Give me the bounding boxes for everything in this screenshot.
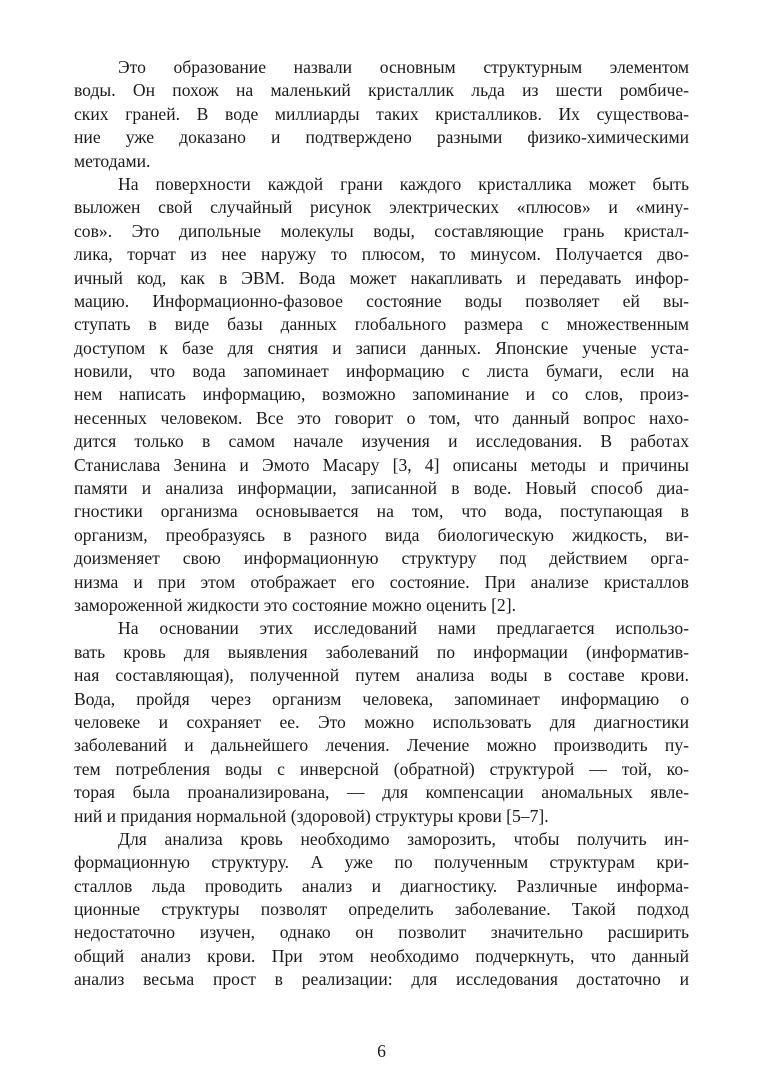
paragraph-1-line: методами. — [74, 150, 151, 171]
paragraph-2-line: выложен свой случайный рисунок электрических «плюсов» и «мину- — [74, 197, 689, 218]
paragraph-1-line: воды. Он похож на маленький кристаллик льда из шести ромбиче- — [74, 80, 689, 101]
paragraph-4-line: Для анализа кровь необходимо заморозить, чтобы получить ин- — [118, 828, 689, 849]
paragraph-3-line: торая была проанализирована, — для компенсации аномальных явле- — [74, 782, 689, 803]
paragraph-2-line: нем написать информацию, возможно запоминание и со слов, произ- — [74, 384, 689, 405]
paragraph-4-line: общий анализ крови. При этом необходимо подчеркнуть, что данный — [74, 945, 689, 966]
paragraph-4-line: ционные структуры позволят определить заболевание. Такой подход — [74, 899, 689, 920]
paragraph-3-line: На основании этих исследований нами предлагается использо- — [118, 618, 689, 639]
document-body — [74, 56, 689, 992]
paragraph-3-line: ний и придания нормальной (здоровой) структуры крови [5–7]. — [74, 805, 549, 826]
paragraph-2-line: доступом к базе для снятия и записи данных. Японские ученые уста- — [74, 337, 689, 358]
paragraph-4-line: сталлов льда проводить анализ и диагностику. Различные информа- — [74, 875, 689, 896]
paragraph-3-line: ная составляющая), полученной путем анализа воды в составе крови. — [74, 665, 689, 686]
paragraph-2-line: новили, что вода запоминает информацию с листа бумаги, если на — [74, 361, 689, 382]
paragraph-3-line: заболеваний и дальнейшего лечения. Лечение можно производить пу- — [74, 735, 689, 756]
paragraph-2-line: доизменяет свою информационную структуру под действием орга- — [74, 548, 689, 569]
paragraph-1-line: Это образование назвали основным структурным элементом — [118, 57, 689, 77]
paragraph-2-line: ичный код, как в ЭВМ. Вода может накапливать и передавать инфор- — [74, 267, 689, 288]
paragraph-3-line: тем потребления воды с инверсной (обратной) структурой — той, ко- — [74, 758, 689, 779]
page-number: 6 — [377, 1041, 386, 1061]
paragraph-2-line: мацию. Информационно-фазовое состояние воды позволяет ей вы- — [74, 290, 689, 311]
paragraph-3-line: человеке и сохраняет ее. Это можно использовать для диагностики — [74, 711, 689, 732]
paragraph-3-line: Вода, пройдя через организм человека, запоминает информацию о — [74, 688, 689, 709]
paragraph-2-line: ступать в виде базы данных глобального размера с множественным — [74, 314, 689, 335]
paragraph-1-line: ских граней. В воде миллиарды таких кристалликов. Их существова- — [74, 103, 689, 124]
paragraph-2-line: памяти и анализа информации, записанной в воде. Новый способ диа- — [74, 478, 689, 499]
paragraph-2-line: сов». Это дипольные молекулы воды, составляющие грань кристал- — [74, 220, 689, 241]
paragraph-2-line: низма и при этом отображает его состояние. При анализе кристаллов — [74, 571, 689, 592]
paragraph-2-line: гностики организма основывается на том, что вода, поступающая в — [74, 501, 689, 522]
paragraph-2-line: замороженной жидкости это состояние можно оценить [2]. — [74, 594, 516, 615]
paragraph-2-line: дится только в самом начале изучения и исследования. В работах — [74, 431, 689, 452]
paragraph-4-line: формационную структуру. А уже по полученным структурам кри- — [74, 852, 689, 873]
paragraph-1-line: ние уже доказано и подтверждено разными физико-химическими — [74, 127, 689, 148]
paragraph-2-line: организм, преобразуясь в разного вида биологическую жидкость, ви- — [74, 524, 689, 545]
paragraph-3-line: вать кровь для выявления заболеваний по информации (информатив- — [74, 641, 689, 662]
paragraph-4-line: недостаточно изучен, однако он позволит значительно расширить — [74, 922, 689, 943]
paragraph-2-line: лика, торчат из нее наружу то плюсом, то минусом. Получается дво- — [74, 244, 689, 265]
paragraph-2-line: На поверхности каждой грани каждого кристаллика может быть — [118, 173, 689, 194]
paragraph-4-line: анализ весьма прост в реализации: для исследования достаточно и — [74, 969, 689, 990]
paragraph-2-line: Станислава Зенина и Эмото Масару [3, 4] описаны методы и причины — [74, 454, 689, 475]
paragraph-2-line: несенных человеком. Все это говорит о том, что данный вопрос нахо- — [74, 407, 689, 428]
